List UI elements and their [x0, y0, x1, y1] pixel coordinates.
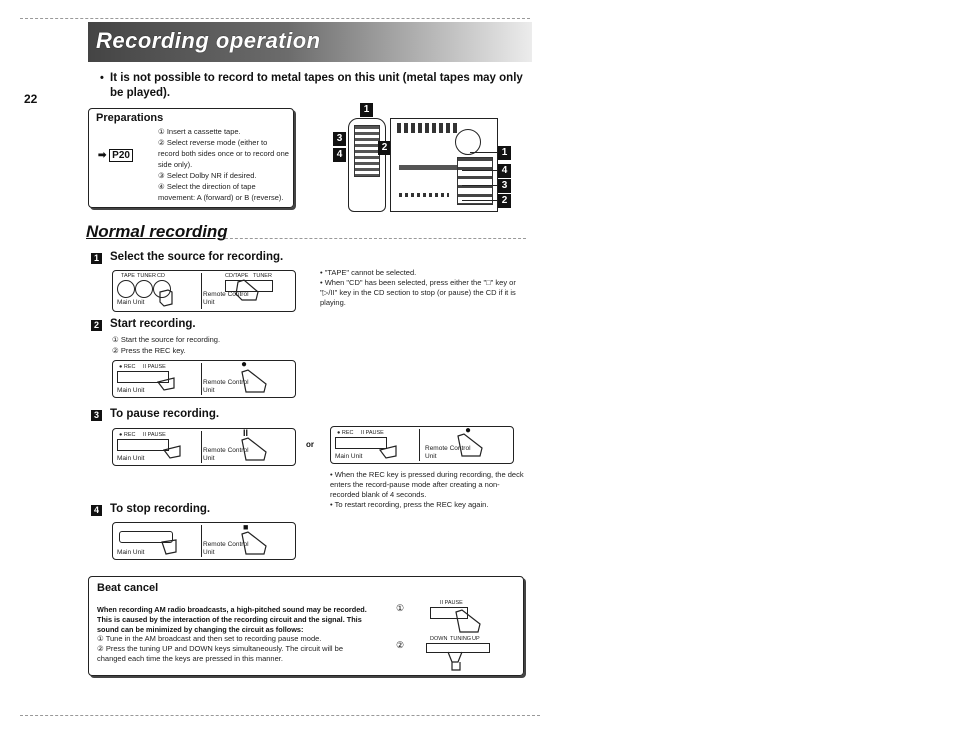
rec-key-label: ● REC	[119, 364, 136, 370]
rec-pause-keys	[117, 439, 169, 451]
beat-cancel-intro: When recording AM radio broadcasts, a high-pitched sound may be recorded. This is caused by the interaction of the recording circuit and the signal. This sound can be minimized by changing the circuit as follows:	[97, 605, 367, 634]
heading-rule	[220, 238, 526, 239]
prep-step: ④ Select the direction of tape movement: A (forward) or B (reverse).	[158, 182, 284, 202]
callout-1-unit: 1	[498, 146, 511, 160]
step-3-title: To pause recording.	[110, 408, 220, 420]
cd-key-label: CD	[157, 273, 165, 279]
step-2-panel	[112, 360, 296, 398]
step-2-substep: ① Start the source for recording.	[112, 335, 221, 344]
step-3-alt-panel	[330, 426, 514, 464]
step-3-notes	[330, 470, 525, 510]
remote-rec-symbol: ●	[465, 425, 472, 436]
beat-cancel-steps	[97, 634, 372, 664]
pause-key-label: II PAUSE	[143, 432, 166, 438]
rec-key-label: ● REC	[337, 430, 354, 436]
step-4-number: 4	[91, 505, 102, 516]
page-title: Recording operation	[96, 28, 321, 53]
note-bullet: •	[100, 72, 104, 84]
beat-cancel-step: ① Tune in the AM broadcast and then set to recording pause mode.	[97, 634, 322, 643]
main-unit-label: Main Unit	[117, 299, 145, 306]
fig-2-down-label: DOWN	[430, 636, 448, 642]
step-1-note: • "TAPE" cannot be selected.	[320, 268, 417, 277]
preparations-heading: Preparations	[96, 112, 164, 124]
step-2-number: 2	[91, 320, 102, 331]
remote-control-label: Remote Control Unit	[203, 541, 249, 556]
fig-2-marker: ②	[396, 640, 405, 650]
remote-control-label: Remote Control Unit	[203, 379, 249, 394]
step-1-notes	[320, 268, 525, 308]
step-4-title: To stop recording.	[110, 503, 211, 515]
page-ref	[98, 150, 133, 161]
fig-2-tuning-keys	[426, 643, 490, 653]
step-3-note: • When the REC key is pressed during recording, the deck enters the record-pause mode after creating a non-recorded blank of 4 seconds.	[330, 470, 524, 499]
step-2-substep: ② Press the REC key.	[112, 346, 186, 355]
step-4-panel	[112, 522, 296, 560]
fig-2-up-label: UP	[472, 636, 480, 642]
beat-cancel-heading: Beat cancel	[97, 582, 159, 594]
callout-3-unit: 3	[498, 179, 511, 193]
beat-cancel-step: ② Press the tuning UP and DOWN keys simultaneously. The circuit will be changed each time the keys are pressed in this manner.	[97, 644, 344, 663]
prep-step: ③ Select Dolby NR if desired.	[158, 171, 257, 180]
fig-2-tuning-label: TUNING	[450, 636, 472, 642]
main-unit-label: Main Unit	[117, 387, 145, 394]
page-number: 22	[24, 92, 38, 106]
preparations-steps	[158, 126, 290, 203]
step-2-substeps	[112, 334, 220, 356]
step-1-panel	[112, 270, 296, 312]
remote-stop-symbol: ■	[243, 522, 249, 532]
pause-key-label: II PAUSE	[361, 430, 384, 436]
step-1-note: • When "CD" has been selected, press either the "□" key or "▷/II" key in the CD section to stop (or pause) the CD if it is playing.	[320, 278, 516, 307]
tape-key	[117, 280, 135, 298]
page-ref-label: P20	[109, 149, 133, 162]
rec-key-label: ● REC	[119, 432, 136, 438]
fig-1-marker: ①	[396, 603, 405, 613]
fig-1-pause-key	[430, 607, 468, 619]
stop-key	[119, 531, 173, 543]
callout-4: 4	[333, 148, 346, 162]
prep-step: ② Select reverse mode (either to record both sides once or to record one side only).	[158, 138, 289, 169]
main-unit-label: Main Unit	[117, 455, 145, 462]
main-unit-label: Main Unit	[117, 549, 145, 556]
step-3-number: 3	[91, 410, 102, 421]
tuner-key-label: TUNER	[137, 273, 156, 279]
step-3-panel	[112, 428, 296, 466]
step-3-note: • To restart recording, press the REC key again.	[330, 500, 489, 509]
cd-key	[153, 280, 171, 298]
metal-tape-note: It is not possible to record to metal tapes on this unit (metal tapes may only be played).	[110, 72, 523, 99]
arrow-icon: ➡	[98, 150, 107, 161]
step-1-title: Select the source for recording.	[110, 251, 284, 263]
callout-4-unit: 4	[498, 164, 511, 178]
prep-step: ① Insert a cassette tape.	[158, 127, 241, 136]
main-unit-label: Main Unit	[335, 453, 363, 460]
normal-recording-heading: Normal recording	[86, 222, 228, 241]
callout-1: 1	[360, 103, 373, 117]
remote-pause-symbol: II	[243, 428, 249, 438]
bottom-guide-line	[20, 715, 540, 716]
rec-pause-keys	[117, 371, 169, 383]
tuner-key	[135, 280, 153, 298]
remote-rec-symbol: ●	[241, 359, 248, 370]
remote-control-label: Remote Control Unit	[203, 447, 249, 462]
main-unit-illustration	[390, 118, 498, 212]
step-2-title: Start recording.	[110, 318, 196, 330]
remote-tuner-key-label: TUNER	[253, 273, 272, 279]
remote-control-label: Remote Control Unit	[425, 445, 471, 460]
pause-key-label: II PAUSE	[143, 364, 166, 370]
top-guide-line	[20, 18, 530, 19]
tape-key-label: TAPE	[121, 273, 135, 279]
rec-pause-keys	[335, 437, 387, 449]
cd-tape-key-label: CD/TAPE	[225, 273, 249, 279]
callout-2-unit: 2	[498, 194, 511, 208]
remote-control-label: Remote Control Unit	[203, 291, 249, 306]
or-label: or	[306, 440, 314, 449]
callout-2: 2	[378, 141, 391, 155]
step-1-number: 1	[91, 253, 102, 264]
callout-3: 3	[333, 132, 346, 146]
remote-control-illustration	[348, 118, 386, 212]
fig-1-pause-label: II PAUSE	[440, 600, 463, 606]
